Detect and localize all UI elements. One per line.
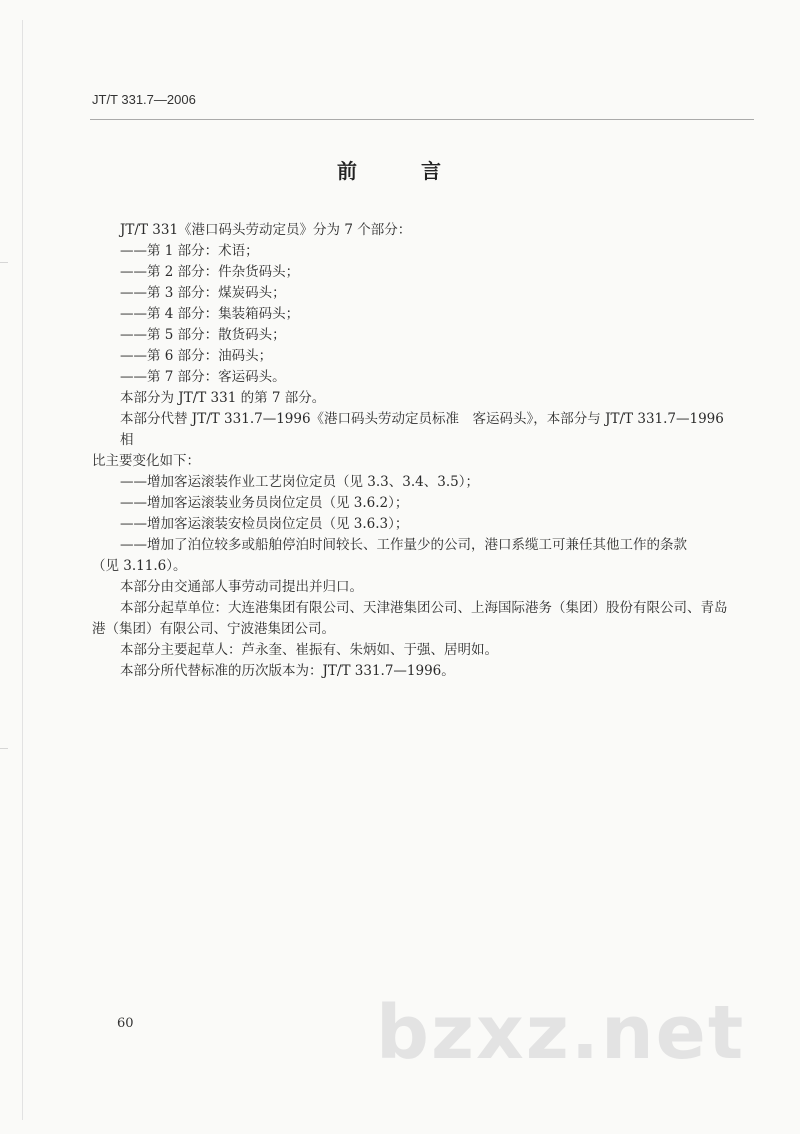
- header-rule: [90, 119, 754, 120]
- paragraph: 本部分所代替标准的历次版本为：JT/T 331.7—1996。: [120, 663, 455, 679]
- list-item: ——第 4 部分：集装箱码头；: [120, 306, 300, 322]
- list-item: ——第 1 部分：术语；: [120, 243, 259, 259]
- paragraph-continuation: （见 3.11.6）。: [92, 558, 187, 574]
- scan-edge-mark: [0, 262, 8, 263]
- list-item: ——增加了泊位较多或船舶停泊时间较长、工作量少的公司，港口系缆工可兼任其他工作的条款: [120, 537, 687, 553]
- list-item: ——增加客运滚装作业工艺岗位定员（见 3.3、3.4、3.5）；: [120, 474, 479, 490]
- paragraph: 本部分起草单位：大连港集团有限公司、天津港集团公司、上海国际港务（集团）股份有限公司、青岛: [120, 600, 728, 616]
- preface-body: [92, 220, 732, 682]
- paragraph: 本部分由交通部人事劳动司提出并归口。: [120, 579, 363, 595]
- list-item: ——第 7 部分：客运码头。: [120, 369, 286, 385]
- paragraph-continuation: 港（集团）有限公司、宁波港集团公司。: [92, 621, 335, 637]
- paragraph-continuation: 比主要变化如下：: [92, 453, 200, 469]
- list-item: ——增加客运滚装业务员岗位定员（见 3.6.2）；: [120, 495, 409, 511]
- page-number: 60: [117, 1016, 134, 1031]
- list-item: ——增加客运滚装安检员岗位定员（见 3.6.3）；: [120, 516, 409, 532]
- list-item: ——第 6 部分：油码头；: [120, 348, 273, 364]
- page-title: 前 言: [337, 159, 463, 183]
- paragraph: 本部分代替 JT/T 331.7—1996《港口码头劳动定员标准 客运码头》，本部分与 JT/T 331.7—1996 相: [120, 411, 724, 448]
- standard-code: JT/T 331.7—2006: [92, 92, 196, 107]
- list-item: ——第 5 部分：散货码头；: [120, 327, 286, 343]
- scan-edge-mark: [0, 748, 8, 749]
- watermark-text: bzxz.net: [376, 990, 746, 1076]
- paragraph: JT/T 331《港口码头劳动定员》分为 7 个部分：: [120, 222, 412, 238]
- paragraph: 本部分为 JT/T 331 的第 7 部分。: [120, 390, 326, 406]
- list-item: ——第 2 部分：件杂货码头；: [120, 264, 300, 280]
- list-item: ——第 3 部分：煤炭码头；: [120, 285, 286, 301]
- scan-edge-line: [22, 20, 23, 1120]
- paragraph: 本部分主要起草人：芦永奎、崔振有、朱炳如、于强、居明如。: [120, 642, 498, 658]
